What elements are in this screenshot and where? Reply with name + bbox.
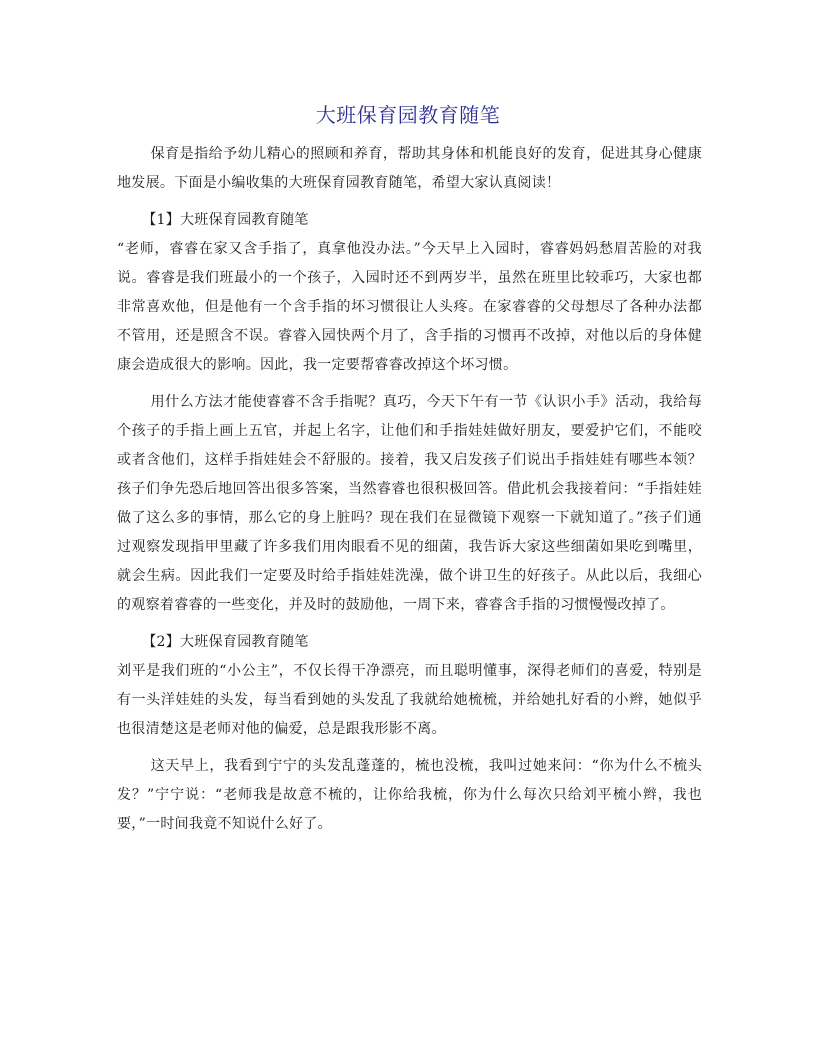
section-2-paragraph-2: 这天早上，我看到宁宁的头发乱蓬蓬的，梳也没梳，我叫过她来问：“你为什么不梳头发？”宁宁说：“老师我是故意不梳的，让你给我梳，你为什么每次只给刘平梳小辫，我也要，”一时间我竟不知说什么好了。: [117, 758, 702, 832]
document-title: 大班保育园教育随笔: [315, 103, 501, 127]
paragraph-gap: [117, 744, 702, 752]
section-2-paragraph-1: 刘平是我们班的“小公主”，不仅长得干净漂亮，而且聪明懂事，深得老师们的喜爱，特别是有一头洋娃娃的头发，每当看到她的头发乱了我就给她梳梳，并给她扎好看的小辫，她似乎也很清楚这是老师对他的偏爱，总是跟我形影不离。: [117, 663, 702, 737]
section-2-heading: 【2】大班保育园教育随笔: [142, 634, 309, 650]
section-1-paragraph-1: “老师，睿睿在家又含手指了，真拿他没办法。”今天早上入园时，睿睿妈妈愁眉苦脸的对我说。睿睿是我们班最小的一个孩子，入园时还不到两岁半，虽然在班里比较乖巧，大家也都非常喜欢他，但是他有一个含手指的坏习惯很让人头疼。在家睿睿的父母想尽了各种办法都不管用，还是照含不误。睿睿入园快两个月了，含手指的习惯再不改掉，对他以后的身体健康会造成很大的影响。因此，我一定要帮睿睿改掉这个坏习惯。: [117, 241, 702, 373]
paragraph-gap: [117, 380, 702, 388]
intro-paragraph: 保育是指给予幼儿精心的照顾和养育，帮助其身体和机能良好的发育，促进其身心健康地发展。下面是小编收集的大班保育园教育随笔，希望大家认真阅读！: [117, 146, 702, 191]
section-1-paragraph-2: 用什么方法才能使睿睿不含手指呢？真巧，今天下午有一节《认识小手》活动，我给每个孩子的手指上画上五官，并起上名字，让他们和手指娃娃做好朋友，要爱护它们，不能咬或者含他们，这样手指娃娃会不舒服的。接着，我又启发孩子们说出手指娃娃有哪些本领？孩子们争先恐后地回答出很多答案，当然睿睿也很积极回答。借此机会我接着问：“手指娃娃做了这么多的事情，那么它的身上脏吗？现在我们在显微镜下观察一下就知道了。”孩子们通过观察发现指甲里藏了许多我们用肉眼看不见的细菌，我告诉大家这些细菌如果吃到嘴里，就会生病。因此我们一定要及时给手指娃娃洗澡，做个讲卫生的好孩子。从此以后，我细心的观察着睿睿的一些变化，并及时的鼓励他，一周下来，睿睿含手指的习惯慢慢改掉了。: [117, 394, 702, 613]
section-1-heading: 【1】大班保育园教育随笔: [142, 212, 309, 228]
document-body: [117, 140, 702, 839]
